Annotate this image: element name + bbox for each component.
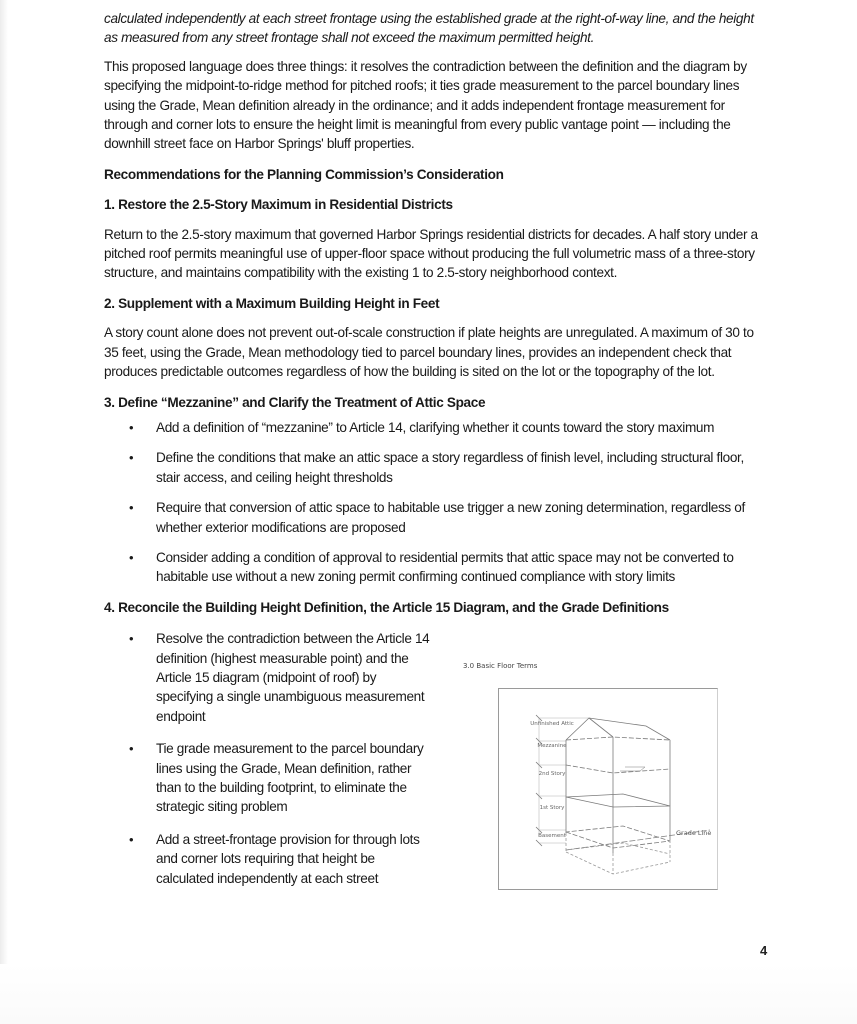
section-1-heading: 1. Restore the 2.5-Story Maximum in Residential Districts — [104, 197, 453, 213]
list-item-text: Add a definition of “mezzanine” to Article 14, clarifying whether it counts toward the story maximum — [156, 419, 715, 435]
section-2-heading: 2. Supplement with a Maximum Building Height in Feet — [104, 295, 440, 311]
list-item-text: Tie grade measurement to the parcel boundary lines using the Grade, Mean definition, rather than to the building footprint, to eliminate the strategic siting problem — [156, 741, 424, 815]
list-item-text: Define the conditions that make an attic space a story regardless of finish level, including structural floor, stair access, and ceiling height thresholds — [156, 450, 744, 485]
figure-title: 3.0 Basic Floor Terms — [463, 662, 538, 670]
page-number: 4 — [760, 943, 768, 958]
list-item-text: Add a street-frontage provision for through lots and corner lots requiring that height be calculated independently at each street — [156, 831, 420, 886]
list-item — [104, 629, 432, 726]
bullet-icon: • — [129, 549, 134, 565]
recommendations-heading: Recommendations for the Planning Commission’s Consideration — [104, 166, 504, 182]
floor-terms-figure — [460, 660, 730, 900]
section-3-heading: 3. Define “Mezzanine” and Clarify the Treatment of Attic Space — [104, 394, 486, 410]
label-unfinished-attic: Unfinished Attic — [530, 721, 574, 727]
summary-paragraph: This proposed language does three things: it resolves the contradiction between the definition and the diagram by specifying the midpoint-to-ridge method for pitched roofs; it ties grade measurement to the parcel boundary lines using the Grade, Mean definition already in the ordinance; and it adds independent frontage measurement for through and corner lots to ensure the height limit is meaningful from every public vantage point — including the downhill street face on Harbor Springs' bluff properties. — [104, 58, 747, 152]
page-edge-shadow — [0, 0, 8, 1024]
label-1st-story: 1st Story — [539, 805, 565, 811]
bullet-icon: • — [129, 450, 134, 466]
bullet-icon: • — [129, 500, 134, 516]
list-item-text: Resolve the contradiction between the Article 14 definition (highest measurable point) and the Article 15 diagram (midpoint of roof) by specifying a single unambiguous measurement endpoint — [156, 631, 430, 724]
bullet-icon: • — [129, 741, 134, 757]
list-item-text: Consider adding a condition of approval to residential permits that attic space may not be converted to habitable use without a new zoning permit confirming continued compliance with story limits — [156, 549, 734, 585]
list-item — [104, 739, 432, 817]
list-item-text: Require that conversion of attic space to habitable use trigger a new zoning determination, regardless of whether exterior modifications are proposed — [156, 500, 745, 535]
label-basement: Basement — [538, 833, 566, 839]
list-item — [104, 830, 432, 888]
label-mezzanine: Mezzanine — [537, 743, 567, 749]
list-item — [104, 548, 764, 587]
section-4-bullet-list — [104, 629, 432, 888]
measurement-ticks — [536, 715, 542, 846]
section-3-bullet-list — [104, 418, 764, 587]
section-2-body: A story count alone does not prevent out-of-scale construction if plate heights are unregulated. A maximum of 30 to 35 feet, using the Grade, Mean methodology tied to parcel boundary lines, provides an independent check that produces predictable outcomes regardless of how the building is sited on the lot or the topography of the lot. — [104, 325, 754, 380]
label-2nd-story: 2nd Story — [538, 771, 566, 777]
list-item — [104, 418, 764, 437]
section-4-heading: 4. Reconcile the Building Height Definition, the Article 15 Diagram, and the Grade Definitions — [104, 599, 669, 615]
building-diagram — [460, 660, 730, 900]
section-1-body: Return to the 2.5-story maximum that governed Harbor Springs residential districts for decades. A half story under a pitched roof permits meaningful use of upper-floor space without producing the full volumetric mass of a three-story structure, and maintains compatibility with the existing 1 to 2.5-story neighborhood context. — [104, 226, 758, 281]
intro-italic-text: calculated independently at each street frontage using the established grade at the right-of-way line, and the height as measured from any street frontage shall not exceed the maximum permitted height. — [104, 11, 754, 46]
bullet-icon: • — [129, 631, 134, 647]
bullet-icon: • — [129, 831, 134, 847]
list-item — [104, 498, 764, 537]
page-bottom-fade — [0, 964, 857, 1024]
list-item — [104, 448, 764, 487]
bullet-icon: • — [129, 419, 134, 435]
label-grade-line: Grade Line — [676, 829, 712, 837]
section-4-text-column — [104, 623, 432, 901]
